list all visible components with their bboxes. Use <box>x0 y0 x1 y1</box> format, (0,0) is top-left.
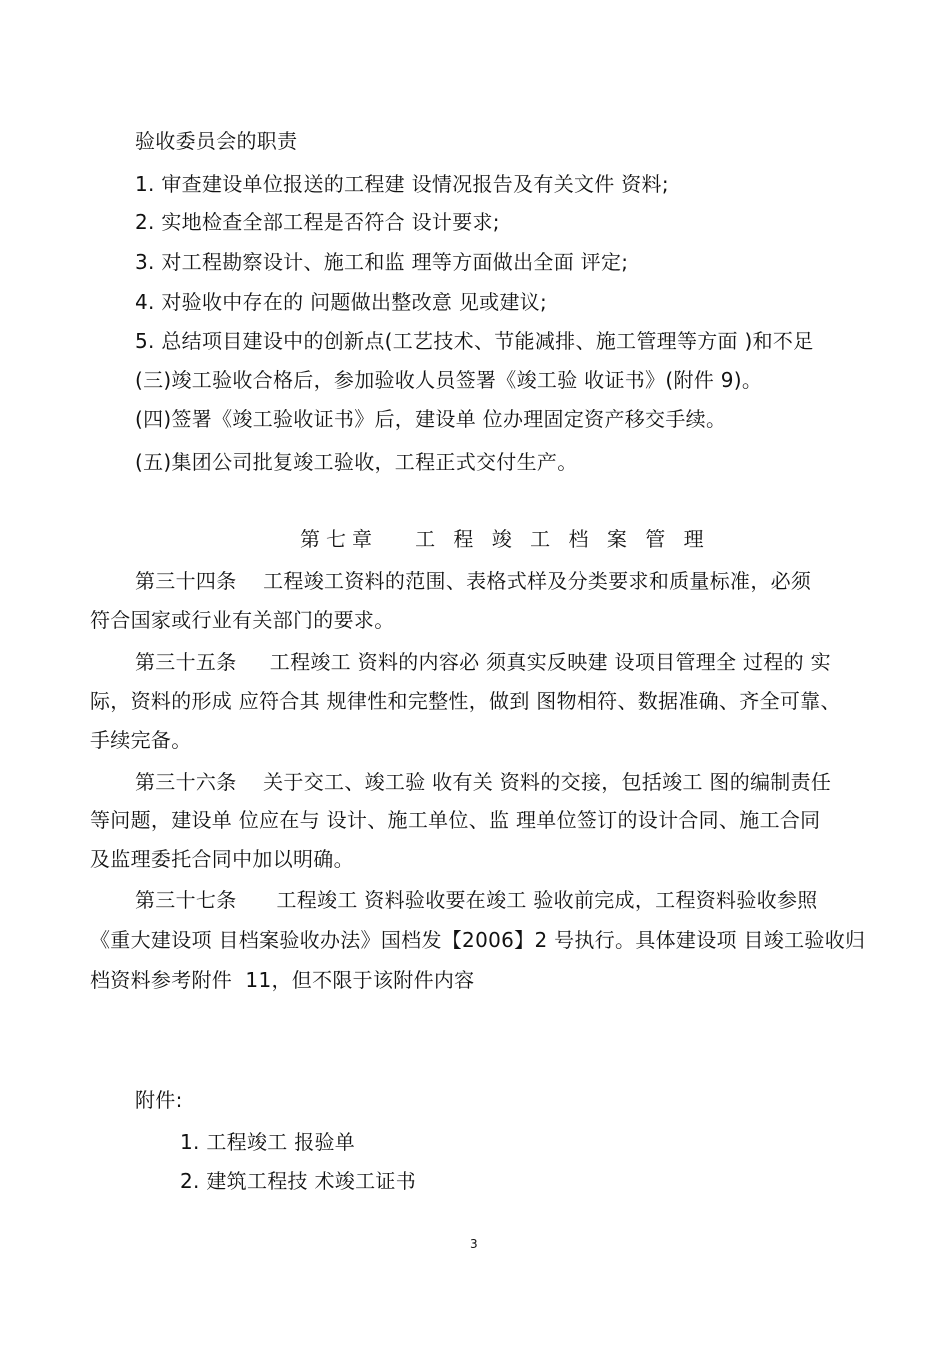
article-36-line-3: 及监理委托合同中加以明确。 <box>90 847 354 871</box>
article-37-line-3: 档资料参考附件 11，但不限于该附件内容 <box>90 968 475 992</box>
article-36-line-2: 等问题，建设单 位应在与 设计、施工单位、监 理单位签订的设计合同、施工合同 <box>90 808 821 832</box>
duty-item-1: 1. 审查建设单位报送的工程建 设情况报告及有关文件 资料; <box>135 172 669 196</box>
duty-item-5: 5. 总结项目建设中的创新点(工艺技术、节能减排、施工管理等方面 )和不足 <box>135 329 814 353</box>
step-item-5: (五)集团公司批复竣工验收，工程正式交付生产。 <box>135 450 578 474</box>
duty-item-3: 3. 对工程勘察设计、施工和监 理等方面做出全面 评定; <box>135 250 629 274</box>
duty-item-4: 4. 对验收中存在的 问题做出整改意 见或建议; <box>135 290 548 314</box>
article-37-line-1: 第三十七条 工程竣工 资料验收要在竣工 验收前完成，工程资料验收参照 <box>135 888 818 912</box>
article-35-line-3: 手续完备。 <box>90 728 192 752</box>
attachment-item-1: 1. 工程竣工 报验单 <box>180 1130 356 1154</box>
article-35-line-1: 第三十五条 工程竣工 资料的内容必 须真实反映建 设项目管理全 过程的 实 <box>135 650 831 674</box>
duty-item-2: 2. 实地检查全部工程是否符合 设计要求; <box>135 210 500 234</box>
section-heading: 验收委员会的职责 <box>135 129 298 153</box>
article-34-line-1: 第三十四条 工程竣工资料的范围、表格式样及分类要求和质量标准，必须 <box>135 569 812 593</box>
article-34-line-2: 符合国家或行业有关部门的要求。 <box>90 608 395 632</box>
step-item-4: (四)签署《竣工验收证书》后，建设单 位办理固定资产移交手续。 <box>135 407 727 431</box>
article-35-line-2: 际，资料的形成 应符合其 规律性和完整性，做到 图物相符、数据准确、齐全可靠、 <box>90 689 841 713</box>
attachments-label: 附件: <box>135 1088 183 1112</box>
article-37-line-2: 《重大建设项 目档案验收办法》国档发【2006】2 号执行。具体建设项 目竣工验收归 <box>90 928 866 952</box>
article-36-line-1: 第三十六条 关于交工、竣工验 收有关 资料的交接，包括竣工 图的编制责任 <box>135 770 832 794</box>
step-item-3: (三)竣工验收合格后，参加验收人员签署《竣工验 收证书》(附件 9)。 <box>135 368 763 392</box>
chapter-title: 第七章 工 程 竣 工 档 案 管 理 <box>300 527 710 551</box>
attachment-item-2: 2. 建筑工程技 术竣工证书 <box>180 1169 416 1193</box>
page-number: 3 <box>470 1237 478 1251</box>
